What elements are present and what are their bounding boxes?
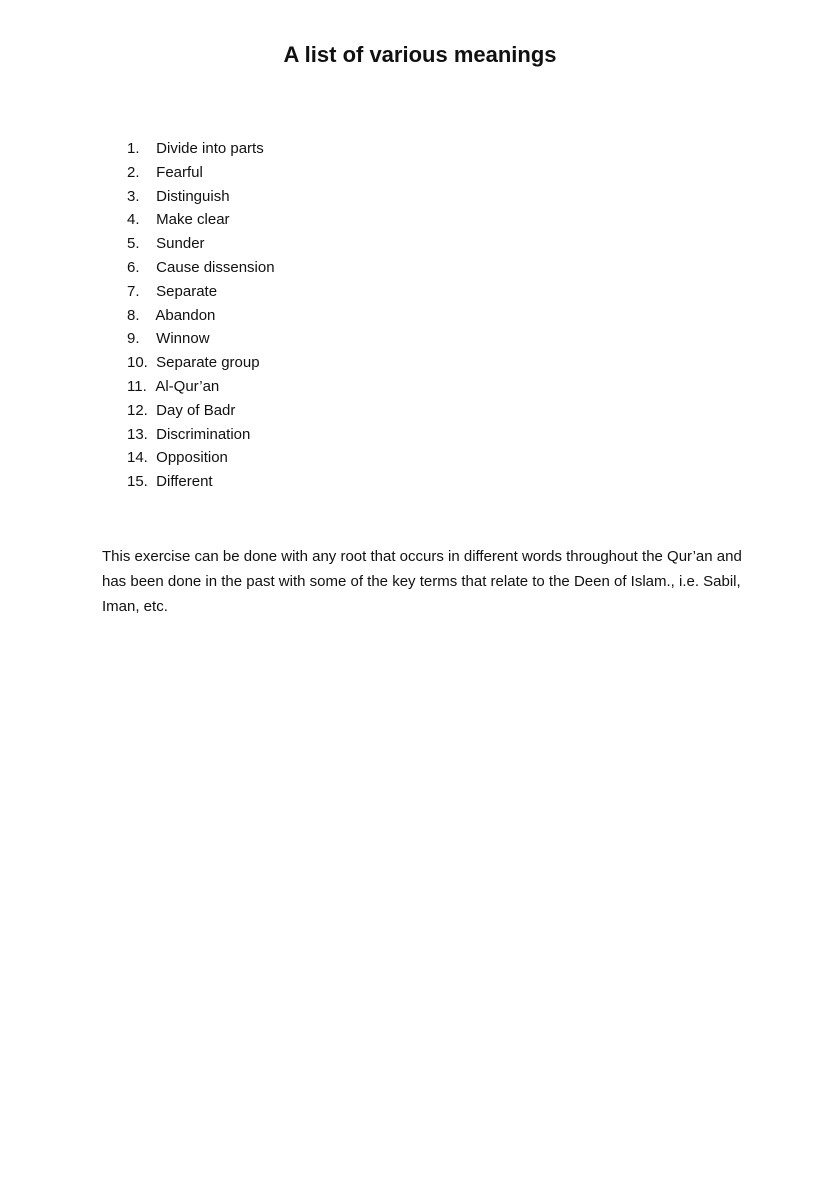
item-text: Distinguish <box>156 187 230 205</box>
item-text: Al-Qur’an <box>155 377 220 395</box>
item-number: 7. <box>127 282 140 300</box>
list-item <box>127 327 275 351</box>
list-item <box>127 399 275 423</box>
item-number: 6. <box>127 258 140 276</box>
list-item <box>127 161 275 185</box>
list-item <box>127 232 275 256</box>
item-text: Sunder <box>156 235 205 253</box>
page-title: A list of various meanings <box>283 42 557 67</box>
item-number: 12. <box>127 401 148 419</box>
item-number: 5. <box>127 235 140 253</box>
list-item <box>127 256 275 280</box>
list-item <box>127 375 275 399</box>
item-number: 1. <box>127 140 140 157</box>
exercise-note: This exercise can be done with any root that occurs in different words throughout the Qur’an and has been done in the past with some of the key terms that relate to the Deen of Islam., i.e. Sabil, Iman, etc. <box>102 548 742 615</box>
item-number: 9. <box>127 330 140 348</box>
list-item <box>127 351 275 375</box>
item-number: 8. <box>127 306 140 324</box>
item-text: Make clear <box>156 211 230 229</box>
item-text: Different <box>156 473 213 491</box>
item-number: 3. <box>127 187 140 205</box>
item-text: Separate group <box>156 354 260 372</box>
item-text: Divide into parts <box>156 140 264 157</box>
item-number: 14. <box>127 449 148 467</box>
meanings-list <box>127 137 275 494</box>
item-text: Discrimination <box>156 425 251 443</box>
item-text: Day of Badr <box>156 401 236 419</box>
list-item <box>127 423 275 447</box>
list-item <box>127 304 275 328</box>
item-text: Abandon <box>155 306 216 324</box>
item-text: Fearful <box>156 163 203 181</box>
item-number: 10. <box>127 354 148 372</box>
item-number: 11. <box>127 377 147 395</box>
item-text: Opposition <box>156 449 228 467</box>
item-number: 2. <box>127 163 140 181</box>
item-number: 15. <box>127 473 148 491</box>
item-text: Winnow <box>156 330 210 348</box>
list-item <box>127 470 275 494</box>
list-item <box>127 446 275 470</box>
list-item <box>127 185 275 209</box>
item-number: 13. <box>127 425 148 443</box>
item-text: Separate <box>156 282 218 300</box>
list-item <box>127 137 275 161</box>
list-item <box>127 208 275 232</box>
item-number: 4. <box>127 211 140 229</box>
list-item <box>127 280 275 304</box>
item-text: Cause dissension <box>156 258 275 276</box>
